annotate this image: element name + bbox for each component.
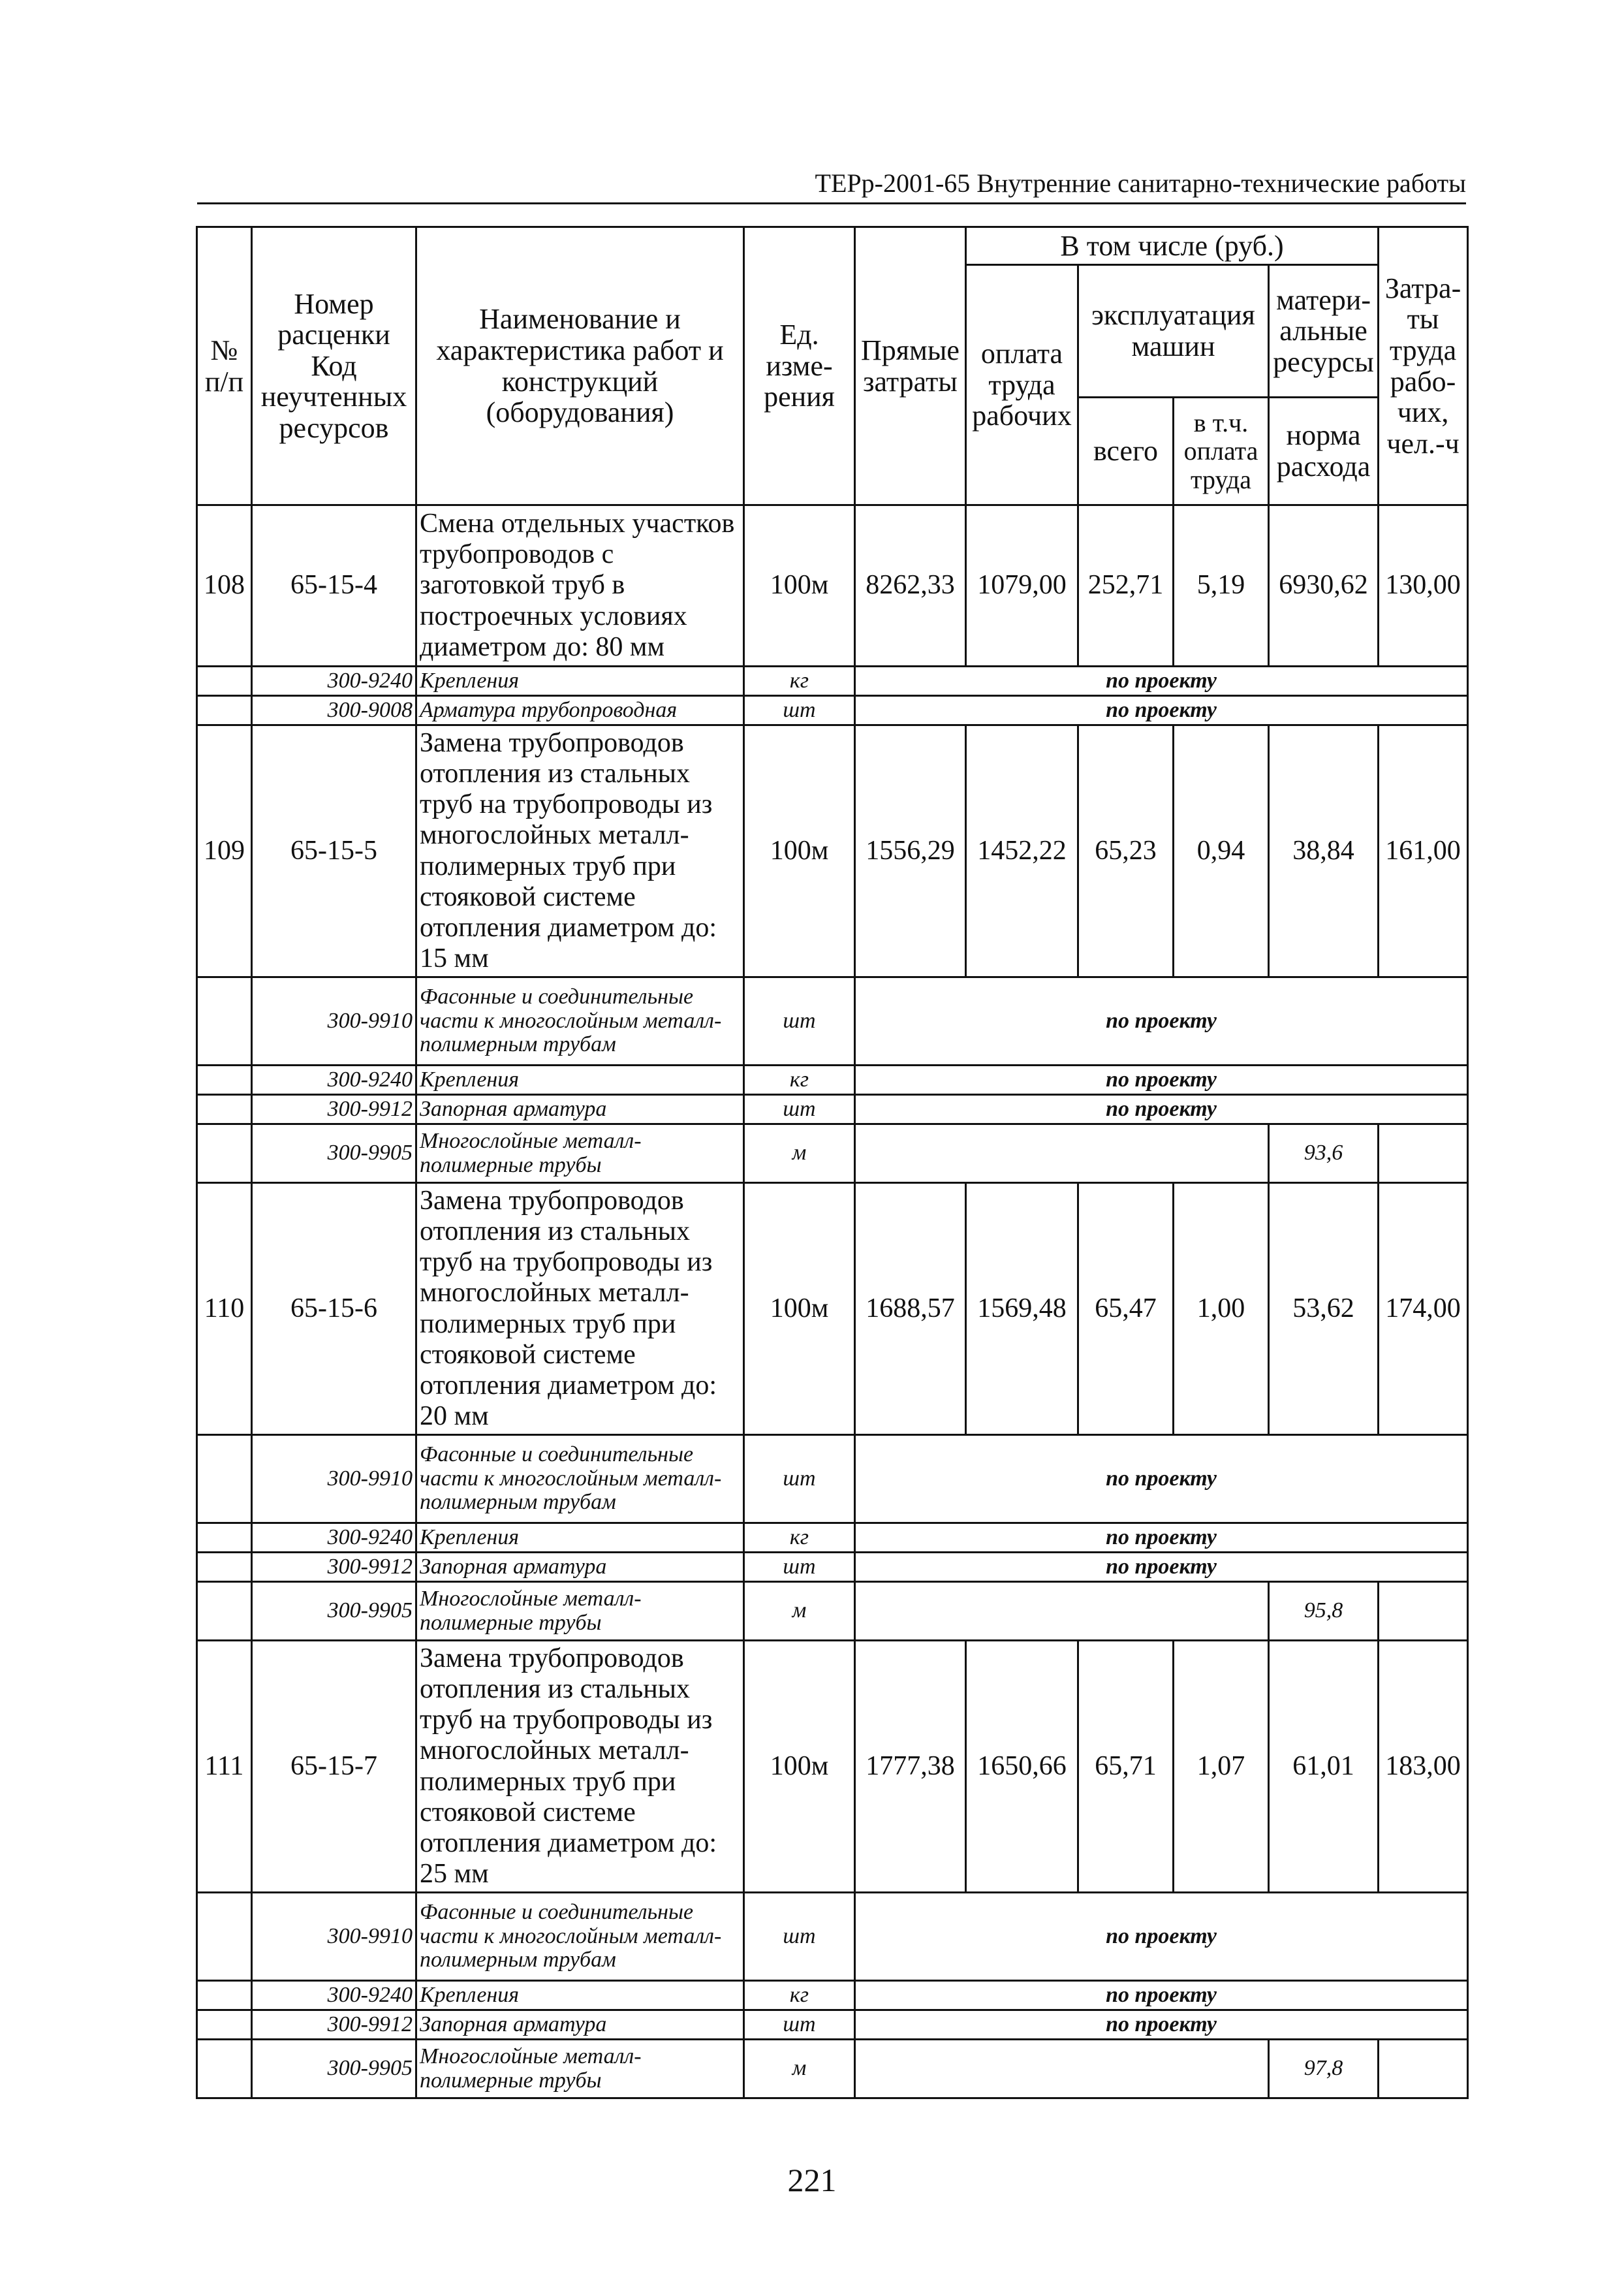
resource-unit: шт: [744, 977, 855, 1066]
row-machines: 65,71: [1078, 1641, 1174, 1893]
col-header-machines-wage: в т.ч. оплата труда: [1174, 398, 1269, 505]
row-wages: 1452,22: [966, 725, 1078, 977]
resource-value: по проекту: [855, 1066, 1468, 1095]
resource-row: [197, 1981, 1468, 2010]
resource-name: Многослойные металл-полимерные трубы: [416, 2040, 744, 2098]
table-row: [197, 1641, 1468, 1893]
row-machines: 65,23: [1078, 725, 1174, 977]
empty-cell: [197, 1095, 252, 1124]
resource-norm: 97,8: [1269, 2040, 1379, 2098]
resource-name: Многослойные металл-полимерные трубы: [416, 1582, 744, 1641]
col-header-wages: оплата труда рабочих: [966, 265, 1078, 505]
row-wages: 1079,00: [966, 505, 1078, 667]
resource-unit: кг: [744, 1981, 855, 2010]
resource-unit: шт: [744, 1553, 855, 1582]
row-wages: 1650,66: [966, 1641, 1078, 1893]
col-header-code: Номер расценки Код неучтенных ресурсов: [252, 227, 416, 505]
col-header-machines-total: всего: [1078, 398, 1174, 505]
col-header-unit: Ед. изме- рения: [744, 227, 855, 505]
resource-unit: шт: [744, 696, 855, 725]
row-code: 65-15-4: [252, 505, 416, 667]
resource-code: 300-9240: [252, 1523, 416, 1553]
resource-row: [197, 696, 1468, 725]
row-machines-wage: 5,19: [1174, 505, 1269, 667]
resource-row: [197, 1582, 1468, 1641]
resource-unit: кг: [744, 1523, 855, 1553]
resource-unit: шт: [744, 1095, 855, 1124]
resource-code: 300-9905: [252, 1124, 416, 1183]
empty-cell: [197, 1124, 252, 1183]
resource-name: Фасонные и соединительные части к многослойным металл-полимерным трубам: [416, 1435, 744, 1523]
resource-value: по проекту: [855, 977, 1468, 1066]
resource-name: Запорная арматура: [416, 1553, 744, 1582]
empty-cell: [1379, 1582, 1468, 1641]
row-machines: 252,71: [1078, 505, 1174, 667]
empty-cell: [1379, 1124, 1468, 1183]
table-row: [197, 725, 1468, 977]
resource-row: [197, 1523, 1468, 1553]
resource-name: Запорная арматура: [416, 2010, 744, 2040]
resource-value: по проекту: [855, 1523, 1468, 1553]
row-name: Замена трубопроводов отопления из стальных труб на трубопроводы из многослойных металл-полимерных труб при стояковой системе отопления диаметром до: 20 мм: [416, 1183, 744, 1435]
resource-row: [197, 1435, 1468, 1523]
resource-code: 300-9910: [252, 1893, 416, 1981]
resource-value: по проекту: [855, 1095, 1468, 1124]
resource-row: [197, 667, 1468, 696]
row-materials: 53,62: [1269, 1183, 1379, 1435]
col-header-including: В том числе (руб.): [966, 227, 1379, 265]
resource-name: Запорная арматура: [416, 1095, 744, 1124]
empty-cell: [197, 696, 252, 725]
row-direct: 1688,57: [855, 1183, 966, 1435]
empty-cell: [197, 2010, 252, 2040]
resource-value: по проекту: [855, 2010, 1468, 2040]
resource-value: по проекту: [855, 1981, 1468, 2010]
row-name: Смена отдельных участков трубопроводов с заготовкой труб в построечных условиях диаметром до: 80 мм: [416, 505, 744, 667]
empty-cell: [855, 1124, 1269, 1183]
resource-code: 300-9910: [252, 977, 416, 1066]
resource-unit: м: [744, 2040, 855, 2098]
resource-name: Фасонные и соединительные части к многослойным металл-полимерным трубам: [416, 1893, 744, 1981]
resource-row: [197, 1553, 1468, 1582]
resource-row: [197, 977, 1468, 1066]
resource-code: 300-9905: [252, 2040, 416, 2098]
resource-code: 300-9240: [252, 667, 416, 696]
row-materials: 6930,62: [1269, 505, 1379, 667]
empty-cell: [855, 1582, 1269, 1641]
row-direct: 1777,38: [855, 1641, 966, 1893]
row-unit: 100м: [744, 725, 855, 977]
row-code: 65-15-6: [252, 1183, 416, 1435]
resource-code: 300-9240: [252, 1066, 416, 1095]
row-name: Замена трубопроводов отопления из стальных труб на трубопроводы из многослойных металл-полимерных труб при стояковой системе отопления диаметром до: 15 мм: [416, 725, 744, 977]
empty-cell: [197, 977, 252, 1066]
col-header-direct: Прямые затраты: [855, 227, 966, 505]
resource-name: Многослойные металл-полимерные трубы: [416, 1124, 744, 1183]
resource-unit: кг: [744, 667, 855, 696]
resource-code: 300-9912: [252, 2010, 416, 2040]
col-header-materials: матери- альные ресурсы: [1269, 265, 1379, 398]
resource-unit: шт: [744, 1435, 855, 1523]
resource-row: [197, 1066, 1468, 1095]
resource-name: Арматура трубопроводная: [416, 696, 744, 725]
resource-value: по проекту: [855, 1435, 1468, 1523]
empty-cell: [197, 1893, 252, 1981]
price-table: [196, 226, 1469, 2099]
col-header-num: № п/п: [197, 227, 252, 505]
row-labor: 130,00: [1379, 505, 1468, 667]
row-labor: 183,00: [1379, 1641, 1468, 1893]
resource-unit: шт: [744, 2010, 855, 2040]
resource-name: Крепления: [416, 1523, 744, 1553]
row-labor: 161,00: [1379, 725, 1468, 977]
row-code: 65-15-5: [252, 725, 416, 977]
resource-code: 300-9912: [252, 1095, 416, 1124]
empty-cell: [1379, 2040, 1468, 2098]
resource-name: Фасонные и соединительные части к многослойным металл-полимерным трубам: [416, 977, 744, 1066]
resource-name: Крепления: [416, 667, 744, 696]
empty-cell: [197, 1435, 252, 1523]
row-code: 65-15-7: [252, 1641, 416, 1893]
resource-value: по проекту: [855, 667, 1468, 696]
col-header-norm: норма расхода: [1269, 398, 1379, 505]
resource-code: 300-9008: [252, 696, 416, 725]
resource-norm: 95,8: [1269, 1582, 1379, 1641]
page-number: 221: [787, 2162, 837, 2198]
table-row: [197, 505, 1468, 667]
row-wages: 1569,48: [966, 1183, 1078, 1435]
resource-row: [197, 1095, 1468, 1124]
empty-cell: [197, 667, 252, 696]
resource-code: 300-9912: [252, 1553, 416, 1582]
row-materials: 61,01: [1269, 1641, 1379, 1893]
resource-row: [197, 1124, 1468, 1183]
resource-code: 300-9910: [252, 1435, 416, 1523]
resource-unit: м: [744, 1124, 855, 1183]
resource-code: 300-9240: [252, 1981, 416, 2010]
row-unit: 100м: [744, 1641, 855, 1893]
empty-cell: [197, 1553, 252, 1582]
col-header-name: Наименование и характеристика работ и конструкций (оборудования): [416, 227, 744, 505]
row-name: Замена трубопроводов отопления из стальных труб на трубопроводы из многослойных металл-полимерных труб при стояковой системе отопления диаметром до: 25 мм: [416, 1641, 744, 1893]
row-num: 111: [197, 1641, 252, 1893]
col-header-machines: эксплуатация машин: [1078, 265, 1269, 398]
row-direct: 1556,29: [855, 725, 966, 977]
row-machines: 65,47: [1078, 1183, 1174, 1435]
row-materials: 38,84: [1269, 725, 1379, 977]
resource-norm: 93,6: [1269, 1124, 1379, 1183]
resource-row: [197, 2010, 1468, 2040]
resource-name: Крепления: [416, 1066, 744, 1095]
empty-cell: [855, 2040, 1269, 2098]
resource-unit: шт: [744, 1893, 855, 1981]
col-header-labor: Затра- ты труда рабо- чих, чел.-ч: [1379, 227, 1468, 505]
row-direct: 8262,33: [855, 505, 966, 667]
page-header: [197, 166, 1466, 204]
row-machines-wage: 1,07: [1174, 1641, 1269, 1893]
row-unit: 100м: [744, 1183, 855, 1435]
resource-row: [197, 1893, 1468, 1981]
empty-cell: [197, 1981, 252, 2010]
resource-value: по проекту: [855, 1553, 1468, 1582]
row-machines-wage: 0,94: [1174, 725, 1269, 977]
empty-cell: [197, 1582, 252, 1641]
table-header-row: [197, 227, 1468, 265]
resource-name: Крепления: [416, 1981, 744, 2010]
table-row: [197, 1183, 1468, 1435]
resource-value: по проекту: [855, 1893, 1468, 1981]
empty-cell: [197, 1066, 252, 1095]
resource-row: [197, 2040, 1468, 2098]
row-machines-wage: 1,00: [1174, 1183, 1269, 1435]
row-unit: 100м: [744, 505, 855, 667]
document-title: ТЕРр-2001-65 Внутренние санитарно-технические работы: [815, 168, 1466, 198]
row-num: 109: [197, 725, 252, 977]
row-num: 110: [197, 1183, 252, 1435]
resource-unit: кг: [744, 1066, 855, 1095]
resource-unit: м: [744, 1582, 855, 1641]
empty-cell: [197, 2040, 252, 2098]
resource-value: по проекту: [855, 696, 1468, 725]
row-labor: 174,00: [1379, 1183, 1468, 1435]
empty-cell: [197, 1523, 252, 1553]
row-num: 108: [197, 505, 252, 667]
resource-code: 300-9905: [252, 1582, 416, 1641]
